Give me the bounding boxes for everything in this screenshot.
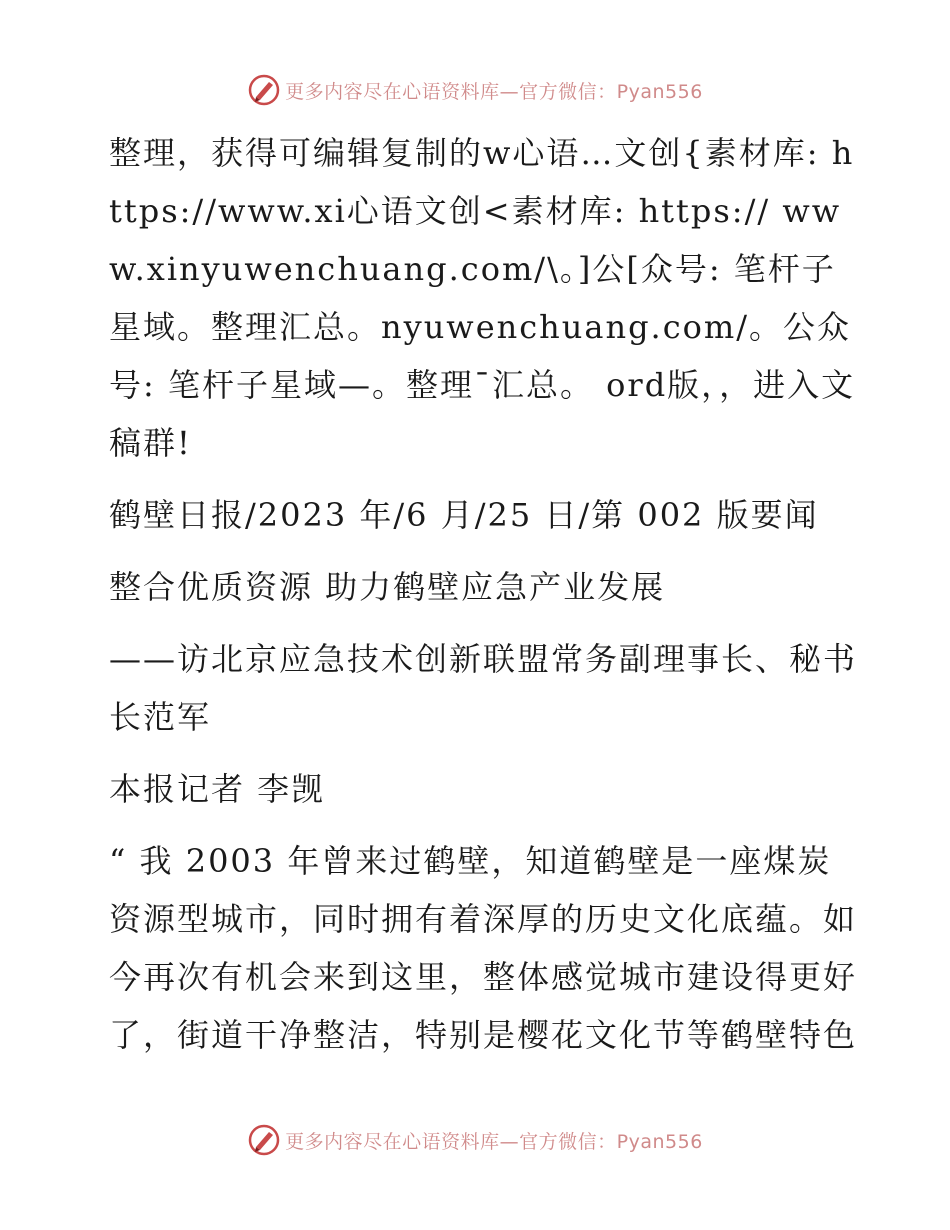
footer-banner — [0, 1120, 950, 1160]
banner-text: 更多内容尽在心语资料库—官方微信：Pyan556 — [285, 80, 703, 103]
banner-text: 更多内容尽在心语资料库—官方微信：Pyan556 — [285, 1130, 703, 1153]
pen-logo-icon — [247, 1123, 281, 1157]
intro-paragraph: 整理，获得可编辑复制的w心语…文创{素材库: https://www.xi心语文创<素材库: https:// www.xinyuwenchuang.com/\。]公[众号: 笔杆子星域。整理汇总。nyuwenchuang.com/。公众号: 笔杆子星域—。整理¯汇总。 ord版，，进入文稿群! — [109, 134, 856, 462]
article-subtitle: ——访北京应急技术创新联盟常务副理事长、秘书长范军 — [109, 640, 858, 736]
source-line: 鹤壁日报/2023 年/6 月/25 日/第 002 版要闻 — [109, 496, 819, 534]
header-banner — [0, 70, 950, 110]
pen-logo-icon — [247, 73, 281, 107]
body-paragraph: “ 我 2003 年曾来过鹤壁，知道鹤壁是一座煤炭资源型城市，同时拥有着深厚的历史文化底蕴。如今再次有机会来到这里，整体感觉城市建设得更好了，街道干净整洁，特别是樱花文化节等鹤壁特色 — [109, 842, 858, 1054]
byline: 本报记者 李觊 — [109, 770, 326, 808]
document-body — [97, 124, 857, 1064]
article-title: 整合优质资源 助力鹤壁应急产业发展 — [109, 568, 666, 606]
